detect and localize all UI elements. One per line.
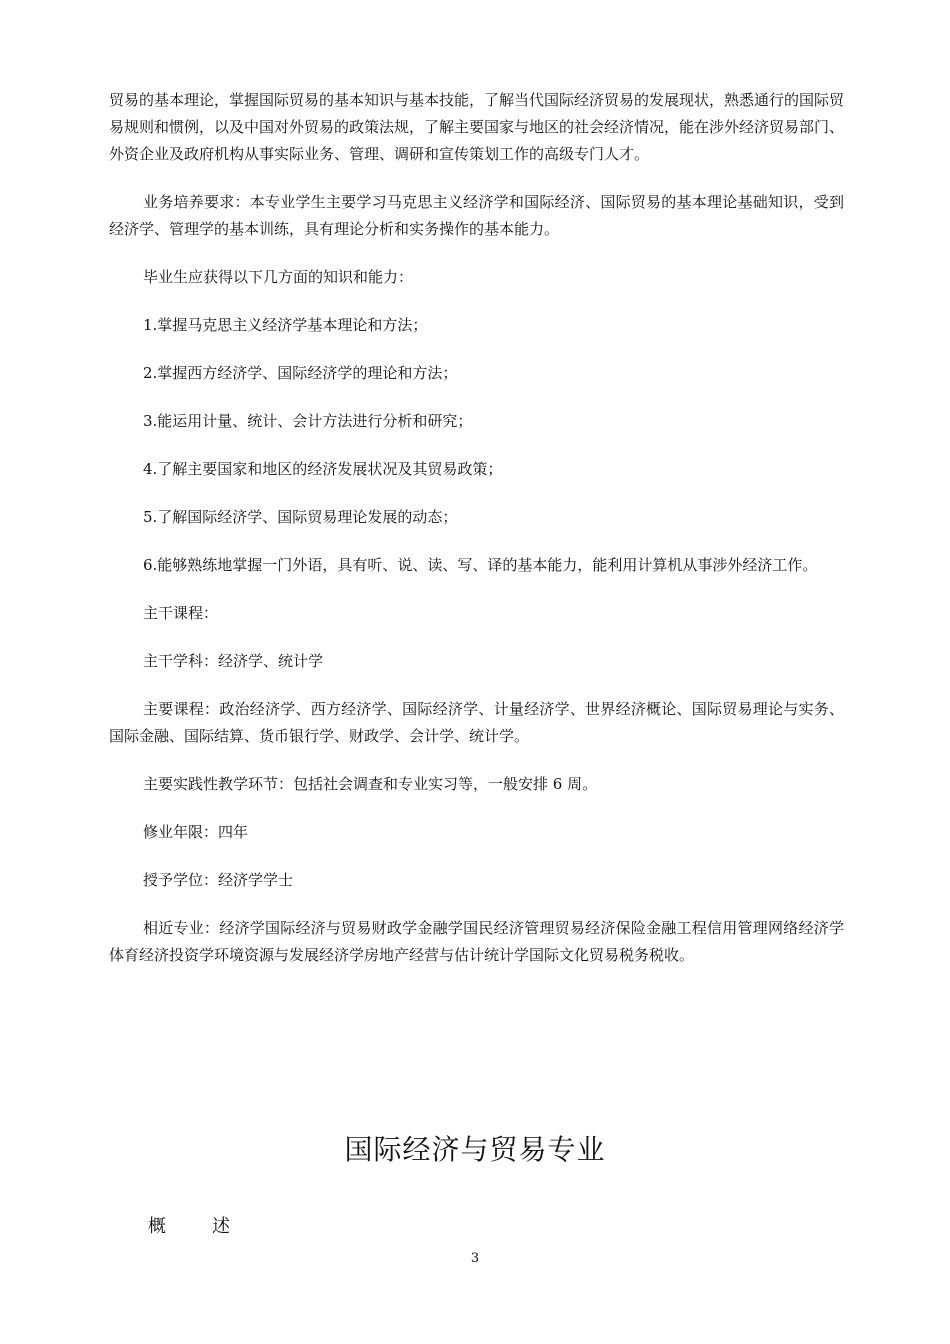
- paragraph-study-duration: 修业年限：四年: [143, 823, 249, 841]
- subsection-title: 概 述: [148, 1216, 244, 1237]
- paragraph-core-disciplines: 主干学科：经济学、统计学: [143, 652, 324, 670]
- paragraph-related-majors: 相近专业：经济学国际经济与贸易财政学金融学国民经济管理贸易经济保险金融工程信用管理网络经济学体育经济投资学环境资源与发展经济学房地产经营与估计统计学国际文化贸易税务税收。: [109, 919, 844, 964]
- list-item-ability-3: 3.能运用计量、统计、会计方法进行分析和研究；: [143, 412, 473, 430]
- paragraph-business-requirements: 业务培养要求：本专业学生主要学习马克思主义经济学和国际经济、国际贸易的基本理论基础知识，受到经济学、管理学的基本训练，具有理论分析和实务操作的基本能力。: [109, 193, 844, 238]
- paragraph-graduate-abilities-intro: 毕业生应获得以下几方面的知识和能力：: [143, 268, 414, 286]
- list-item-ability-1: 1.掌握马克思主义经济学基本理论和方法；: [143, 316, 428, 334]
- paragraph-core-courses-label: 主干课程：: [143, 604, 219, 622]
- paragraph-degree: 授予学位：经济学学士: [143, 871, 294, 889]
- body-text: [109, 87, 844, 990]
- list-item-ability-4: 4.了解主要国家和地区的经济发展状况及其贸易政策；: [143, 460, 503, 478]
- paragraph-main-courses: 主要课程：政治经济学、西方经济学、国际经济学、计量经济学、世界经济概论、国际贸易理论与实务、国际金融、国际结算、货币银行学、财政学、会计学、统计学。: [109, 700, 844, 745]
- list-item-ability-6: 6.能够熟练地掌握一门外语，具有听、说、读、写、译的基本能力，能利用计算机从事涉外经济工作。: [143, 556, 818, 574]
- page-number: 3: [470, 1251, 480, 1266]
- paragraph-training-goal-continued: 贸易的基本理论，掌握国际贸易的基本知识与基本技能，了解当代国际经济贸易的发展现状，熟悉通行的国际贸易规则和惯例，以及中国对外贸易的政策法规，了解主要国家与地区的社会经济情况，能在涉外经济贸易部门、外资企业及政府机构从事实际业务、管理、调研和宣传策划工作的高级专门人才。: [109, 91, 845, 163]
- section-title: 国际经济与贸易专业: [344, 1133, 606, 1166]
- list-item-ability-2: 2.掌握西方经济学、国际经济学的理论和方法；: [143, 364, 458, 382]
- paragraph-practical-teaching: 主要实践性教学环节：包括社会调查和专业实习等，一般安排 6 周。: [143, 775, 598, 793]
- list-item-ability-5: 5.了解国际经济学、国际贸易理论发展的动态；: [143, 508, 458, 526]
